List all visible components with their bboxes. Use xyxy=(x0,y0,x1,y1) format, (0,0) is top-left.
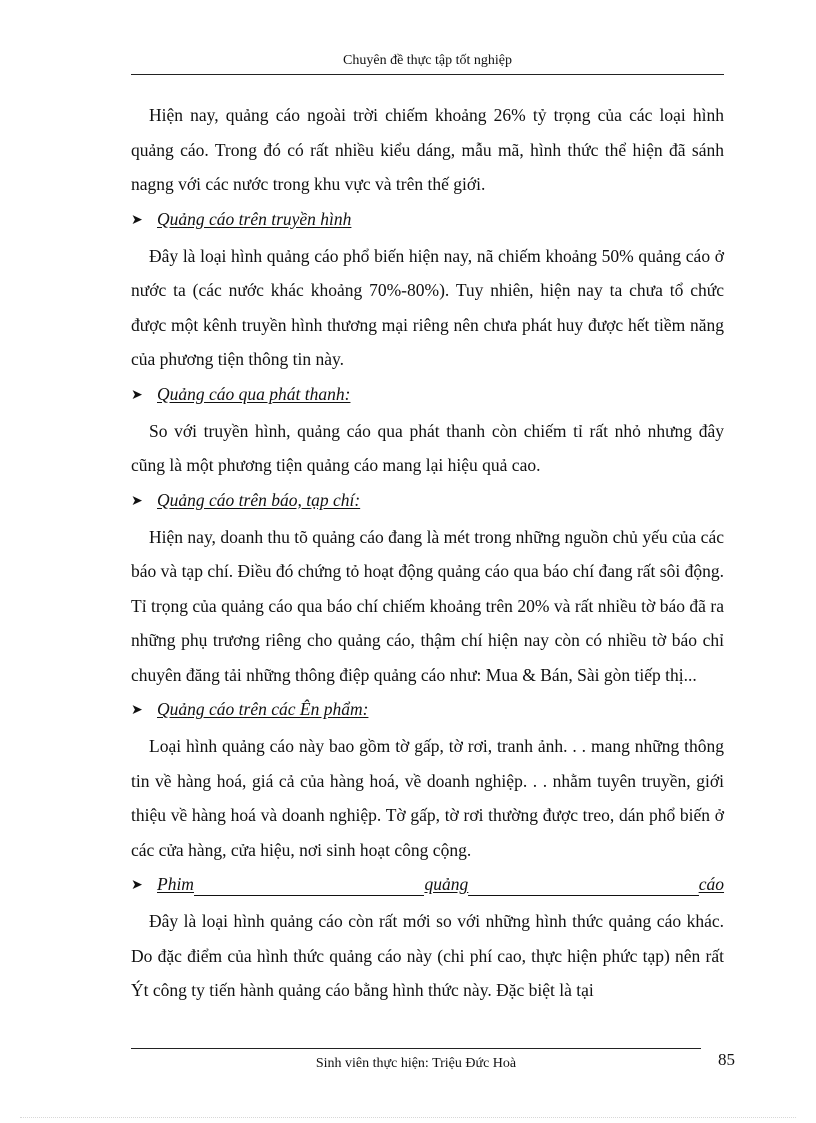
section-heading-print xyxy=(131,692,724,729)
section-title: Quảng cáo trên truyền hình xyxy=(157,208,352,229)
section-paragraph-television: Đây là loại hình quảng cáo phổ biến hiện nay, nã chiếm khoảng 50% quảng cáo ở nước ta (các nước khác khoảng 70%-80%). Tuy nhiên, hiện nay ta chưa tổ chức được một kênh truyền hình thương mại riêng nên chưa phát huy được hết tiềm năng của phương tiện thông tin này. xyxy=(131,245,724,369)
arrow-bullet-icon: ➤ xyxy=(131,703,143,718)
section-title-word: quảng xyxy=(424,874,469,894)
intro-paragraph: Hiện nay, quảng cáo ngoài trời chiếm khoảng 26% tỷ trọng của các loại hình quảng cáo. Trong đó có rất nhiều kiểu dáng, mẫu mã, hình thức thể hiện đã sánh nagng với các nước trong khu vực và trên thế giới. xyxy=(131,105,724,194)
section-title xyxy=(157,867,724,901)
section-paragraph-radio: So với truyền hình, quảng cáo qua phát thanh còn chiếm tỉ rất nhỏ nhưng đây cũng là một phương tiện quảng cáo mang lại hiệu quả cao. xyxy=(131,420,724,475)
footer-author: Sinh viên thực hiện: Triệu Đức Hoà xyxy=(315,1056,517,1071)
arrow-bullet-icon: ➤ xyxy=(131,212,143,228)
section-title-word: cáo xyxy=(698,874,725,894)
arrow-bullet-icon: ➤ xyxy=(131,493,143,509)
section-title: Quảng cáo trên các Ên phẩm: xyxy=(157,699,369,719)
page-header xyxy=(131,52,724,75)
arrow-bullet-icon: ➤ xyxy=(131,878,143,893)
section-heading-radio xyxy=(131,377,724,414)
section-paragraph-press: Hiện nay, doanh thu tõ quảng cáo đang là mét trong những nguồn chủ yếu của các báo và tạp chí. Điều đó chứng tỏ hoạt động quảng cáo qua báo chí đang rất sôi động. Tỉ trọng của quảng cáo qua báo chí chiếm khoảng trên 20% và rất nhiều tờ báo đã ra những phụ trương riêng cho quảng cáo, thậm chí hiện nay còn có nhiều tờ báo chỉ chuyên đăng tải những thông điệp quảng cáo như: Mua & Bán, Sài gòn tiếp thị... xyxy=(131,526,724,685)
page-edge-divider xyxy=(20,1117,796,1118)
section-paragraph-film: Đây là loại hình quảng cáo còn rất mới so với những hình thức quảng cáo khác. Do đặc điểm của hình thức quảng cáo này (chi phí cao, thực hiện phức tạp) nên rất Ýt công ty tiến hành quảng cáo bằng hình thức này. Đặc biệt là tại xyxy=(131,911,724,1000)
section-title: Quảng cáo trên báo, tạp chí: xyxy=(157,489,361,510)
section-title: Quảng cáo qua phát thanh: xyxy=(157,383,351,404)
section-heading-television xyxy=(131,202,724,239)
document-body xyxy=(131,98,724,1008)
section-heading-press xyxy=(131,483,724,520)
page-footer xyxy=(131,1048,701,1072)
section-paragraph-print: Loại hình quảng cáo này bao gồm tờ gấp, tờ rơi, tranh ảnh. . . mang những thông tin về hàng hoá, giá cả của hàng hoá, về doanh nghiệp. . . nhằm tuyên truyền, giới thiệu về hàng hoá và doanh nghiệp. Tờ gấp, tờ rơi thường được treo, dán phổ biến ở các cửa hàng, cửa hiệu, nơi sinh hoạt công cộng. xyxy=(131,736,724,860)
header-title: Chuyên đề thực tập tốt nghiệp xyxy=(343,53,512,68)
arrow-bullet-icon: ➤ xyxy=(131,387,143,403)
section-title-word: Phim xyxy=(157,874,194,894)
page-number: 85 xyxy=(718,1050,735,1069)
section-heading-film xyxy=(131,867,724,904)
